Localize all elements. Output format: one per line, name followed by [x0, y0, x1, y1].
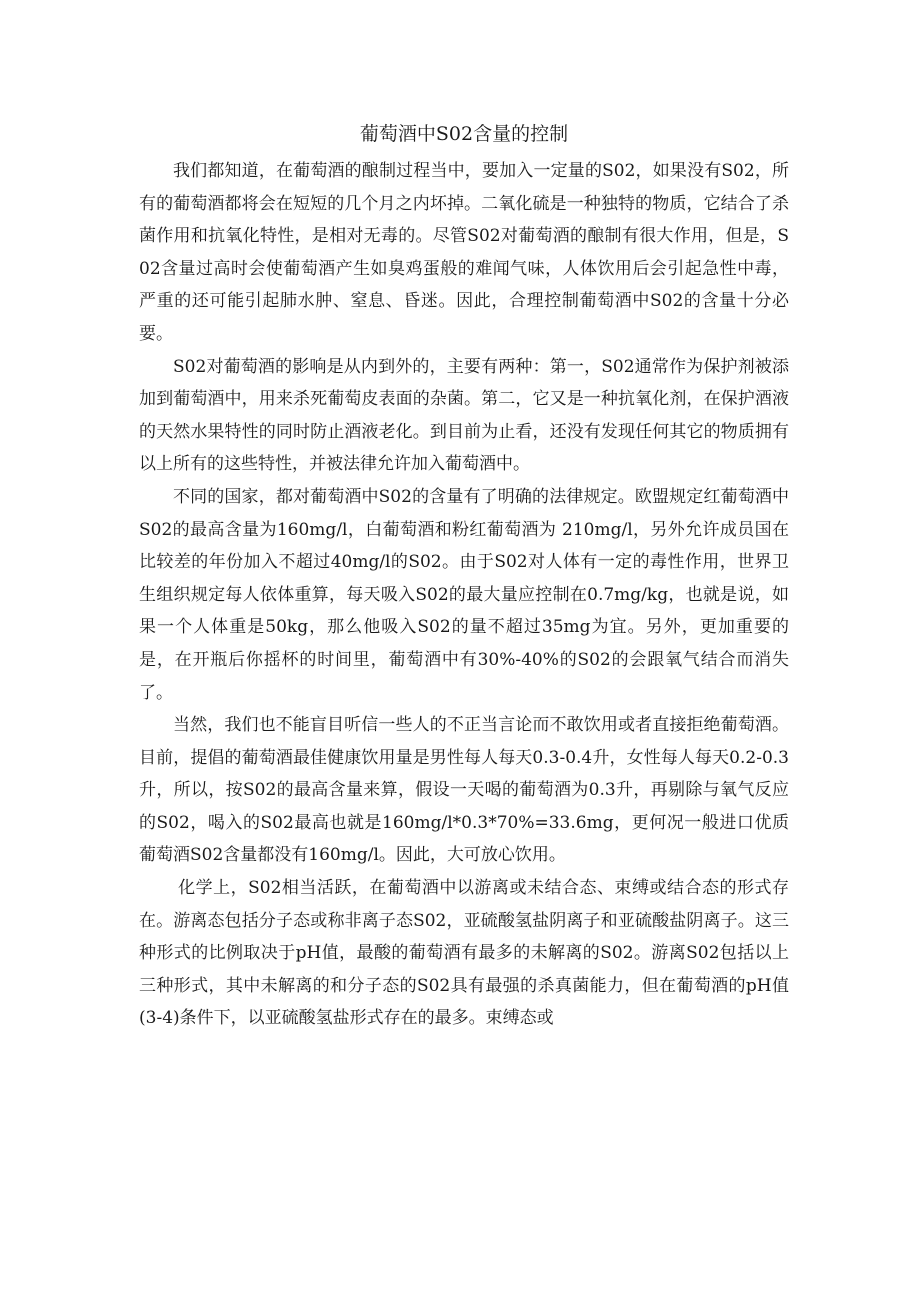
document-page [139, 118, 789, 1035]
paragraph-intro: 我们都知道，在葡萄酒的酿制过程当中，要加入一定量的S02，如果没有S02，所有的葡萄酒都将会在短短的几个月之内坏掉。二氧化硫是一种独特的物质，它结合了杀菌作用和抗氧化特性，是相对无毒的。尽管S02对葡萄酒的酿制有很大作用，但是，S02含量过高时会使葡萄酒产生如臭鸡蛋般的难闻气味，人体饮用后会引起急性中毒，严重的还可能引起肺水肿、窒息、昏迷。因此，合理控制葡萄酒中S02的含量十分必要。 [139, 161, 789, 344]
paragraph-chemistry: 化学上，S02相当活跃，在葡萄酒中以游离或未结合态、束缚或结合态的形式存在。游离态包括分子态或称非离子态S02，亚硫酸氢盐阴离子和亚硫酸盐阴离子。这三种形式的比例取决于pH值，最酸的葡萄酒有最多的未解离的S02。游离S02包括以上三种形式，其中未解离的和分子态的S02具有最强的杀真菌能力，但在葡萄酒的pH值(3-4)条件下，以亚硫酸氢盐形式存在的最多。束缚态或 [139, 878, 789, 1029]
paragraph-regulations: 不同的国家，都对葡萄酒中S02的含量有了明确的法律规定。欧盟规定红葡萄酒中S02的最高含量为160mg/l，白葡萄酒和粉红葡萄酒为 210mg/l，另外允许成员国在比较差的年份加入不超过40mg/l的S02。由于S02对人体有一定的毒性作用，世界卫生组织规定每人依体重算，每天吸入S02的最大量应控制在0.7mg/kg，也就是说，如果一个人体重是50kg，那么他吸入S02的量不超过35mg为宜。另外，更加重要的是，在开瓶后你摇杯的时间里，葡萄酒中有30%-40%的S02的会跟氧气结合而消失了。 [139, 486, 789, 703]
paragraph-consumption: 当然，我们也不能盲目听信一些人的不正当言论而不敢饮用或者直接拒绝葡萄酒。目前，提倡的葡萄酒最佳健康饮用量是男性每人每天0.3-0.4升，女性每人每天0.2-0.3升，所以，按S02的最高含量来算，假设一天喝的葡萄酒为0.3升，再剔除与氧气反应的S02，喝入的S02最高也就是160mg/l*0.3*70%=33.6mg，更何况一般进口优质葡萄酒S02含量都没有160mg/l。因此，大可放心饮用。 [139, 715, 789, 866]
paragraph-effects: S02对葡萄酒的影响是从内到外的，主要有两种：第一，S02通常作为保护剂被添加到葡萄酒中，用来杀死葡萄皮表面的杂菌。第二，它又是一种抗氧化剂，在保护酒液的天然水果特性的同时防止酒液老化。到目前为止看，还没有发现任何其它的物质拥有以上所有的这些特性，并被法律允许加入葡萄酒中。 [139, 356, 789, 475]
document-title: 葡萄酒中S02含量的控制 [359, 123, 569, 145]
